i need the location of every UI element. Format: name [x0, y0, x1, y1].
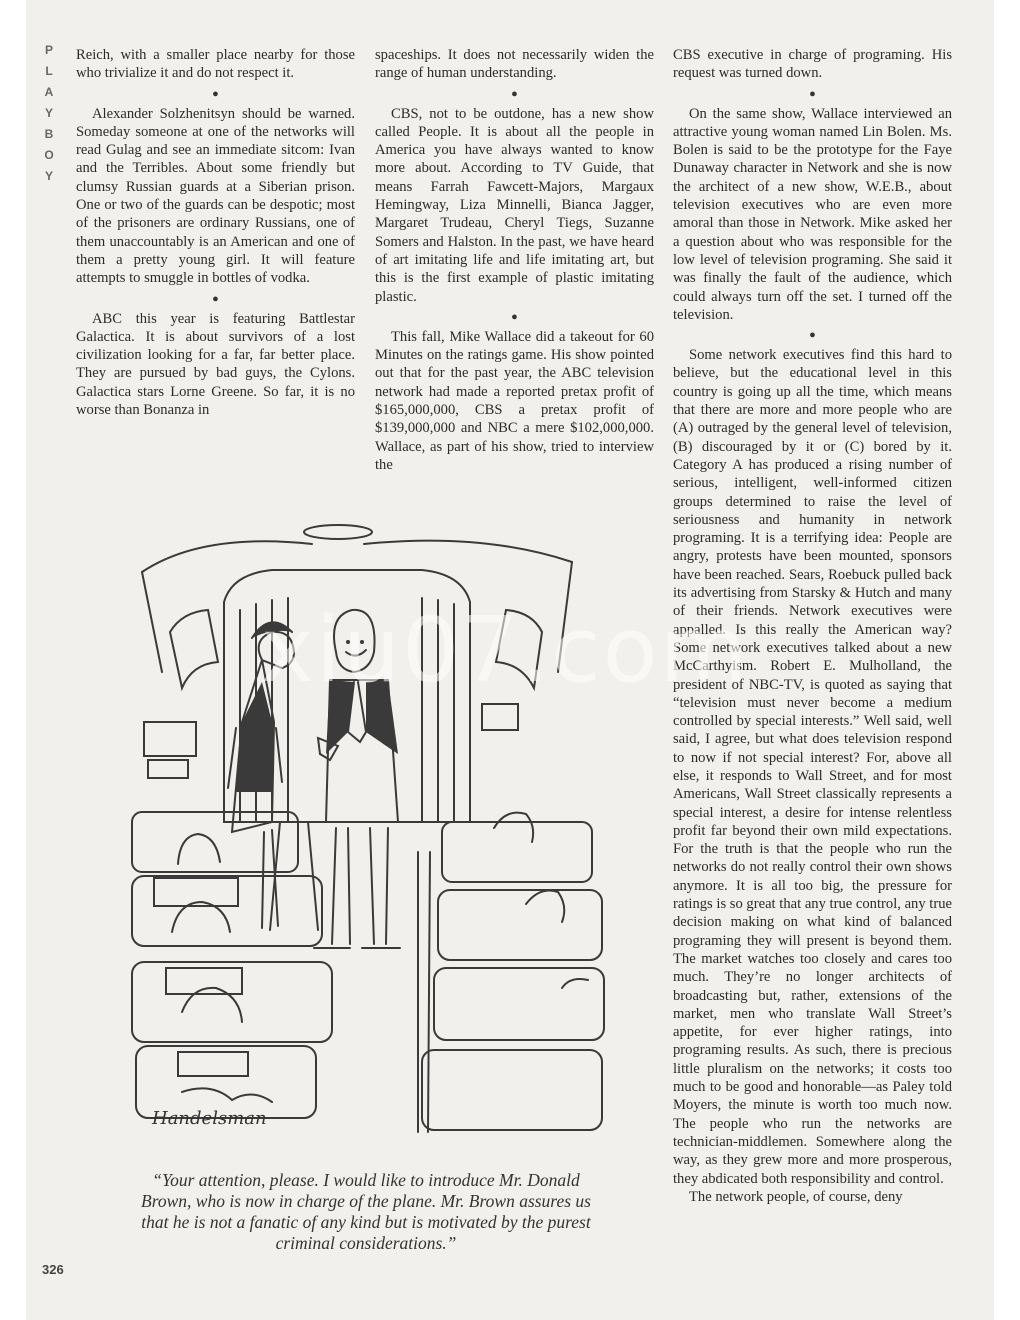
- section-divider-dot: ●: [809, 87, 816, 100]
- paragraph: On the same show, Wallace interviewed an attractive young woman named Lin Bolen. Ms. Bolen is said to be the prototype for the Faye Dunaway character in Network and she is now the architect of a new show, W.E.B., about television executives who are even more amoral than those in Network. Mike asked her a question about who was responsible for the low level of television programing. She said it was finally the fault of the audience, which could always turn off the set. I turned off the television.: [673, 105, 952, 323]
- paragraph: spaceships. It does not necessarily widen the range of human understanding.: [375, 47, 654, 82]
- text-column-2: [375, 46, 654, 474]
- artist-signature: Handelsman: [152, 1108, 267, 1129]
- paragraph: The network people, of course, deny: [689, 1188, 903, 1205]
- paragraph: CBS, not to be outdone, has a new show called People. It is about all the people in America you have always wanted to know more about. According to TV Guide, that means Farrah Fawcett-Majors, Margaux Hemingway, Liza Minnelli, Bianca Jagger, Margaret Trudeau, Cheryl Tiegs, Suzanne Somers and Halston. In the past, we have heard of art imitating life and life imitating art, but this is the first example of plastic imitating plastic.: [375, 105, 654, 305]
- section-divider-dot: ●: [511, 87, 518, 100]
- paragraph: Reich, with a smaller place nearby for those who trivialize it and do not respect it.: [76, 47, 355, 82]
- paragraph: CBS executive in charge of programing. His request was turned down.: [673, 47, 952, 82]
- paragraph: ABC this year is featuring Battlestar Galactica. It is about survivors of a lost civilization looking for a far, far better place. They are pursued by bad guys, the Cylons. Galactica stars Lorne Greene. So far, it is no worse than Bonanza in: [76, 310, 355, 419]
- section-divider-dot: ●: [212, 292, 219, 305]
- paragraph: Some network executives find this hard to believe, but the educational level in this country is going up all the time, which means that there are more and more people who are (A) outraged by the general level of television, (B) discouraged by it or (C) bored by it. Category A has produced a rising number of serious, intelligent, well-informed citizen groups determined to raise the level of seriousness and humanity in network programing. It is a terrifying idea: People are angry, protests have been mounted, sponsors have been reached. Sears, Roebuck pulled back its advertising from Starsky & Hutch and many of their friends. Network executives were appalled. Is this really the American way? Some network executives talked about a new McCarthyism. Robert E. Mulholland, the president of NBC-TV, is quoted as saying that “television must never become a medium controlled by special interests.” Well said, well said, I agree, but what does television respond to now if not special interest? For, above all else, it responds to Wall Street, and for most Americans, Wall Street classically represents a special interest, a desire for intense relentless profit far beyond their own mild expectations. For the truth is that the people who run the networks do not really control their own shows anymore. It is all too big, the pressure for ratings is so great that any true control, any true decision making on what kind of balanced programing they will present is beyond them. The market watches too closely and cares too much. They’re no longer architects of broadcasting but, rather, extensions of the market, men who translate Wall Street’s appetite, for ever higher ratings, into programing results. As such, there is precious little pluralism on the networks; it costs too much to be good and honorable—as Paley told Moyers, the minute is worth too much now. The people who run the networks are technician-middlemen. Somewhere along the way, as they grew more and more prosperous, they abdicated both responsibility and control.: [673, 347, 952, 1187]
- cartoon-caption: “Your attention, please. I would like to introduce Mr. Donald Brown, who is now in charge of the plane. Mr. Brown assures us that he is not a fanatic of any kind but is motivated by the purest criminal considerations.”: [141, 1170, 591, 1253]
- section-divider-dot: ●: [511, 310, 518, 323]
- magazine-name-running-head: PLAYBOY: [44, 43, 54, 183]
- cartoon-illustration: [122, 492, 608, 1144]
- page-number: 326: [42, 1262, 64, 1277]
- section-divider-dot: ●: [212, 87, 219, 100]
- paragraph: Alexander Solzhenitsyn should be warned. Someday someone at one of the networks will read Gulag and see an immediate sitcom: Ivan and the Terribles. About some friendly but clumsy Russian guards at a Siberian prison. One or two of the guards can be despotic; most of the prisoners are ordinary Russians, one of them unaccountably is an American and one of them a pretty young girl. It will feature attempts to smuggle in bottles of vodka.: [76, 105, 355, 287]
- text-column-1: [76, 46, 355, 419]
- text-column-3: [673, 46, 952, 1206]
- paragraph: This fall, Mike Wallace did a takeout for 60 Minutes on the ratings game. His show pointed out that for the past year, the ABC television network had made a reported pretax profit of $165,000,000, CBS a pretax profit of $139,000,000 and NBC a mere $102,000,000. Wallace, as part of his show, tried to interview the: [375, 328, 654, 473]
- watermark-overlay: xiu07.com: [260, 598, 750, 703]
- section-divider-dot: ●: [809, 329, 816, 342]
